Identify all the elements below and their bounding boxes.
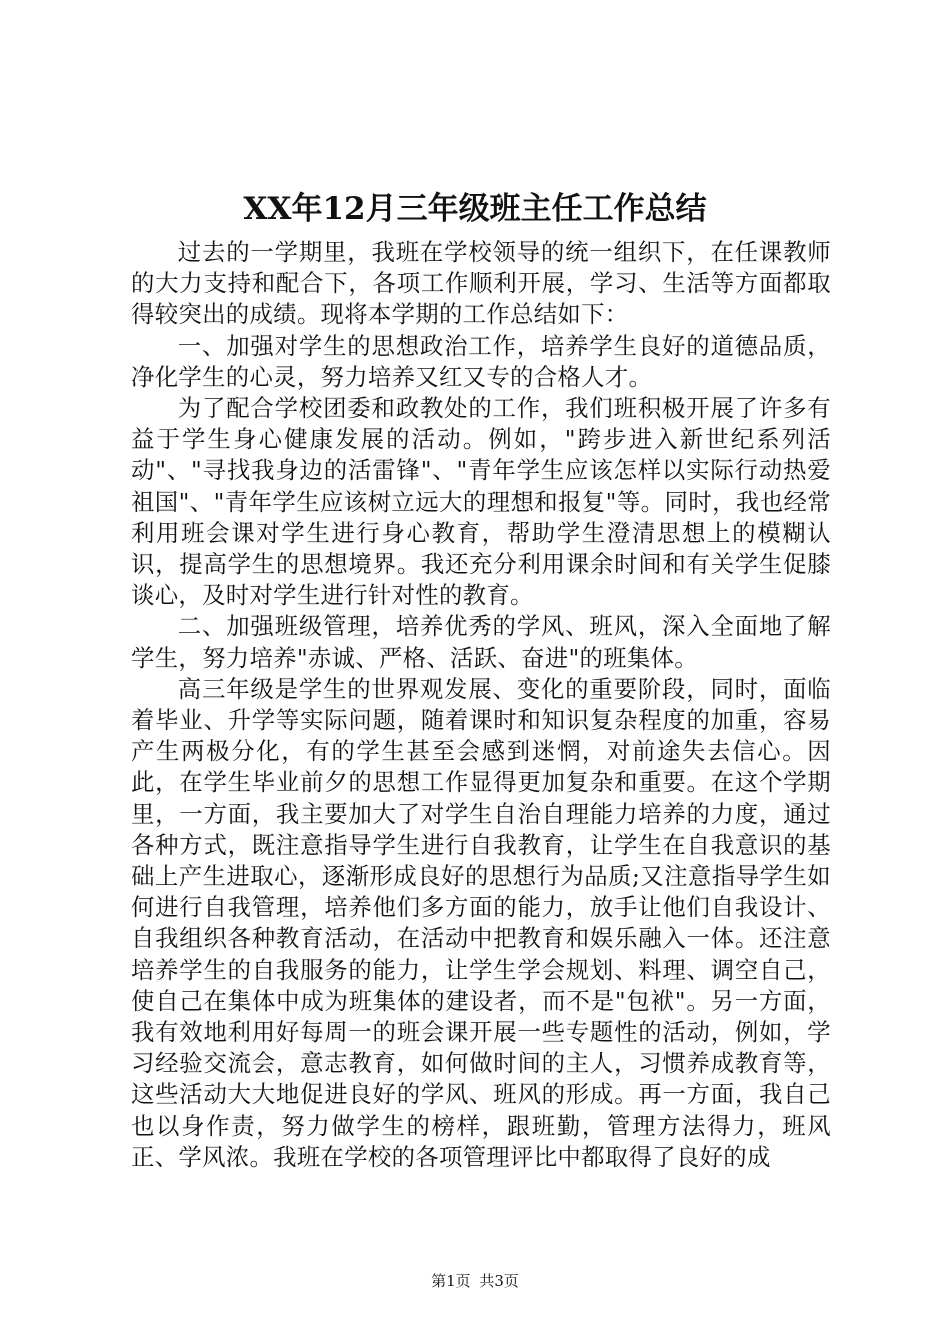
document-title: XX年12月三年级班主任工作总结	[243, 191, 707, 227]
document-body	[131, 237, 831, 1173]
paragraph-intro: 过去的一学期里，我班在学校领导的统一组织下，在任课教师的大力支持和配合下，各项工作顺利开展，学习、生活等方面都取得较突出的成绩。现将本学期的工作总结如下：	[131, 238, 831, 329]
page-total: 共3页	[479, 1272, 519, 1290]
paragraph-section-one-heading: 一、加强对学生的思想政治工作，培养学生良好的道德品质，净化学生的心灵，努力培养又红又专的合格人才。	[131, 331, 831, 391]
paragraph-section-two-heading: 二、加强班级管理，培养优秀的学风、班风，深入全面地了解学生，努力培养"赤诚、严格、活跃、奋进"的班集体。	[131, 612, 831, 672]
page-footer	[0, 1271, 950, 1291]
page-number: 第1页	[431, 1272, 471, 1290]
paragraph-class-management: 高三年级是学生的世界观发展、变化的重要阶段，同时，面临着毕业、升学等实际问题，随着课时和知识复杂程度的加重，容易产生两极分化，有的学生甚至会感到迷惘，对前途失去信心。因此，在学生毕业前夕的思想工作显得更加复杂和重要。在这个学期里，一方面，我主要加大了对学生自治自理能力培养的力度，通过各种方式，既注意指导学生进行自我教育，让学生在自我意识的基础上产生进取心，逐渐形成良好的思想行为品质;又注意指导学生如何进行自我管理，培养他们多方面的能力，放手让他们自我设计、自我组织各种教育活动，在活动中把教育和娱乐融入一体。还注意培养学生的自我服务的能力，让学生学会规划、料理、调空自己，使自己在集体中成为班集体的建设者，而不是"包袱"。另一方面，我有效地利用好每周一的班会课开展一些专题性的活动，例如，学习经验交流会，意志教育，如何做时间的主人，习惯养成教育等，这些活动大大地促进良好的学风、班风的形成。再一方面，我自己也以身作责，努力做学生的榜样，跟班勤，管理方法得力，班风正、学风浓。我班在学校的各项管理评比中都取得了良好的成	[131, 674, 831, 1171]
paragraph-activities: 为了配合学校团委和政教处的工作，我们班积极开展了许多有益于学生身心健康发展的活动。例如，"跨步进入新世纪系列活动"、"寻找我身边的活雷锋"、"青年学生应该怎样以实际行动热爱祖国"、"青年学生应该树立远大的理想和报复"等。同时，我也经常利用班会课对学生进行身心教育，帮助学生澄清思想上的模糊认识，提高学生的思想境界。我还充分利用课余时间和有关学生促膝谈心，及时对学生进行针对性的教育。	[131, 394, 831, 610]
